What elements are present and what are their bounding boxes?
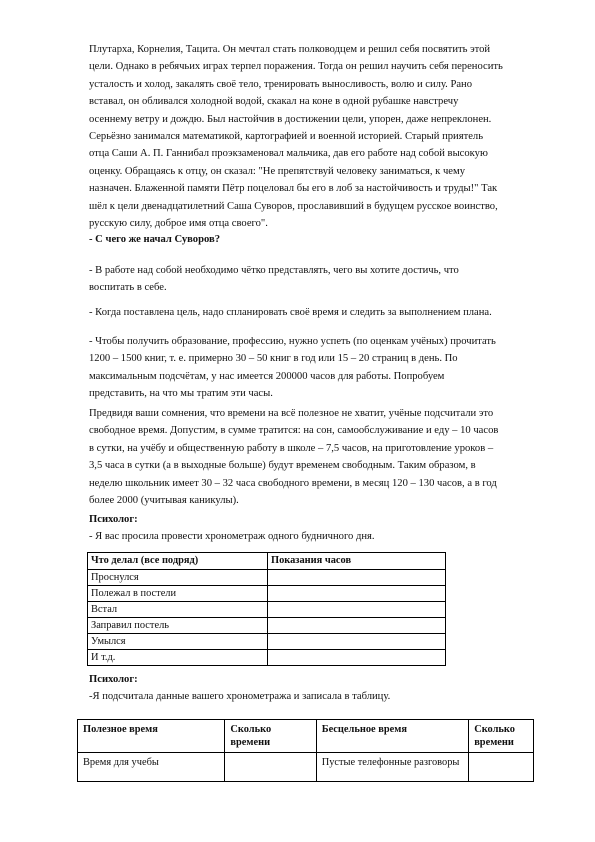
table-cell: [268, 634, 446, 650]
intro-line: усталость и холод, закалять своё тело, тренировать выносливость, волю и силу. Рано: [89, 78, 473, 90]
table-header-cell: Сколько времени: [469, 720, 534, 753]
table-header-cell: Сколько времени: [225, 720, 316, 753]
table-row: [88, 586, 446, 602]
speaker-label: Психолог:: [89, 514, 138, 525]
intro-line: Плутарха, Корнелия, Тацита. Он мечтал стать полководцем и решил себя посвятить этой: [89, 44, 491, 55]
answer-paragraph: [89, 262, 509, 297]
intro-line: отца Саши А. П. Ганнибал проэкзаменовал мальчика, дав его работе над собой высокую: [89, 148, 488, 160]
answer-paragraph: [89, 333, 509, 403]
answer-line: воспитать в себе.: [89, 282, 167, 294]
psychologist-block: [89, 511, 509, 546]
time-usage-table: [77, 719, 534, 782]
table-header-cell: Полезное время: [78, 720, 225, 753]
table-cell: Проснулся: [88, 570, 268, 586]
answer-line: - Когда поставлена цель, надо спланировать своё время и следить за выполнением плана.: [89, 307, 492, 318]
table-cell: [225, 753, 316, 782]
table-header-row: [78, 720, 534, 753]
intro-line: назначен. Блаженной памяти Пётр поцеловал бы его в лоб за настойчивость и труды!" Так: [89, 183, 498, 195]
table-cell: [268, 602, 446, 618]
table-cell: [268, 650, 446, 666]
intro-line: вставал, он обливался холодной водой, скакал на коне в одной рубашке навстречу: [89, 96, 459, 108]
table-header-cell: Показания часов: [268, 553, 446, 570]
speaker-text: - Я вас просила провести хронометраж одного будничного дня.: [89, 531, 375, 543]
table-row: [88, 618, 446, 634]
table-cell: [268, 586, 446, 602]
table-row: [78, 753, 534, 782]
table-row: [88, 602, 446, 618]
time-line: в сутки, на учёбу и общественную работу в школе – 7,5 часов, на приготовление уроков –: [89, 442, 494, 454]
table-cell: [268, 570, 446, 586]
table-cell: Время для учебы: [78, 753, 225, 782]
time-line: Предвидя ваши сомнения, что времени на всё полезное не хватит, учёные подсчитали это: [89, 408, 494, 419]
table-cell: Полежал в постели: [88, 586, 268, 602]
table-row: [88, 650, 446, 666]
intro-line: оценку. Обращаясь к отцу, он сказал: "Не препятствуй человеку заниматься, к чему: [89, 165, 465, 177]
answer-line: - В работе над собой необходимо чётко представлять, чего вы хотите достичь, что: [89, 265, 459, 276]
answer-line: - Чтобы получить образование, профессию, нужно успеть (по оценкам учёных) прочитать: [89, 336, 496, 347]
psychologist-block: [89, 671, 509, 706]
intro-line: осеннему ветру и дождю. Был настойчив в достижении цели, упорен, даже непреклонен.: [89, 113, 492, 125]
time-line: свободное время. Допустим, в сумме тратится: на сон, самообслуживание и еду – 10 часов: [89, 425, 499, 437]
table-cell: [469, 753, 534, 782]
table-row: [88, 570, 446, 586]
table-cell: И т.д.: [88, 650, 268, 666]
time-line: 3,5 часа в сутки (а в выходные больше) будут временем свободным. Таким образом, в: [89, 460, 476, 472]
answer-line: максимальным подсчётам, у нас имеется 200000 часов для работы. Попробуем: [89, 370, 445, 382]
chronometry-table: [87, 552, 446, 666]
time-paragraph: [89, 405, 509, 509]
answer-paragraph: [89, 304, 509, 321]
time-line: неделю школьник имеет 30 – 32 часа свободного времени, в месяц 120 – 130 часов, а в год: [89, 477, 497, 489]
intro-line: цели. Однако в ребячьих играх терпел поражения. Тогда он решил научить себя переносить: [89, 61, 503, 73]
answer-line: 1200 – 1500 книг, т. е. примерно 30 – 50 книг в год или 15 – 20 страниц в день. По: [89, 353, 458, 365]
table-cell: Умылся: [88, 634, 268, 650]
intro-paragraph: [89, 41, 509, 232]
answer-line: представить, на что мы тратим эти часы.: [89, 388, 273, 400]
intro-line: Серьёзно занимался математикой, картографией и военной историей. Старый приятель: [89, 131, 484, 143]
speaker-text: -Я подсчитала данные вашего хронометража и записала в таблицу.: [89, 691, 391, 703]
intro-line: шёл к цели двенадцатилетний Саша Суворов, прославивший в будущем русское воинство,: [89, 200, 498, 212]
table-cell: Встал: [88, 602, 268, 618]
table-cell: Пустые телефонные разговоры: [316, 753, 468, 782]
table-cell: Заправил постель: [88, 618, 268, 634]
table-header-cell: Бесцельное время: [316, 720, 468, 753]
table-header-row: [88, 553, 446, 570]
table-row: [88, 634, 446, 650]
question-heading: [89, 231, 509, 248]
time-line: более 2000 (учитывая каникулы).: [89, 495, 239, 507]
question-text: - С чего же начал Суворов?: [89, 234, 221, 245]
table-cell: [268, 618, 446, 634]
intro-line: русскую силу, доброе имя отца своего".: [89, 218, 268, 230]
table-header-cell: Что делал (все подряд): [88, 553, 268, 570]
speaker-label: Психолог:: [89, 674, 138, 685]
